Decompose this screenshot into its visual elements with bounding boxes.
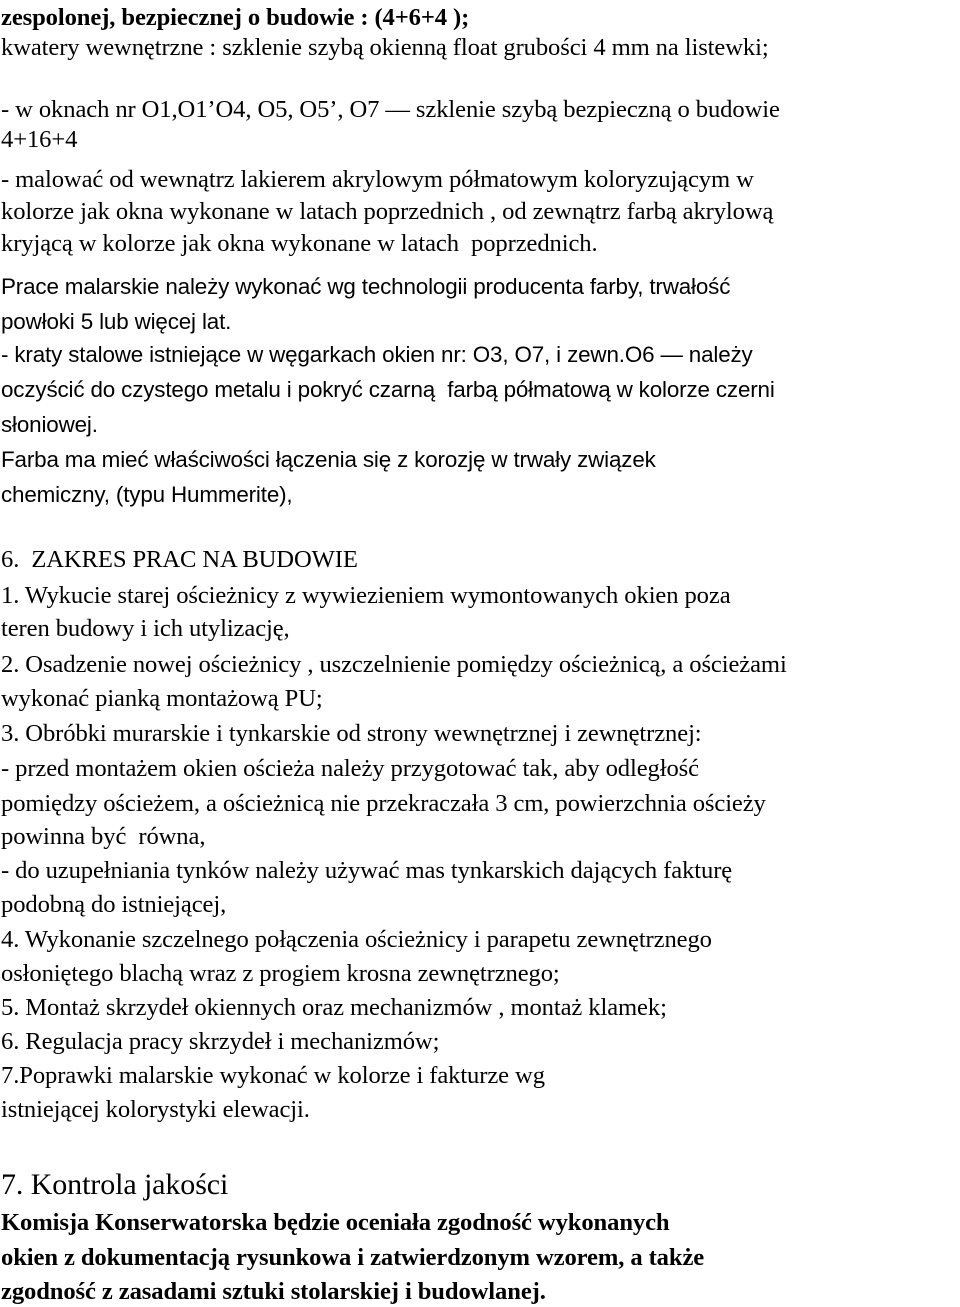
text-line: kwatery wewnętrzne : szklenie szybą okienną float grubości 4 mm na listewki; — [1, 34, 769, 61]
text-line: zespolonej, bezpiecznej o budowie : (4+6+4 ); — [1, 4, 470, 31]
text-line: powinna być równa, — [1, 823, 206, 850]
text-line: Komisja Konserwatorska będzie oceniała zgodność wykonanych — [1, 1209, 670, 1236]
text-line: Prace malarskie należy wykonać wg technologii producenta farby, trwałość — [1, 274, 731, 299]
text-line: zgodność z zasadami sztuki stolarskiej i budowlanej. — [1, 1278, 546, 1305]
text-line: chemiczny, (typu Hummerite), — [1, 482, 293, 507]
text-line: oczyścić do czystego metalu i pokryć czarną farbą półmatową w kolorze czerni — [1, 377, 775, 402]
text-line: podobną do istniejącej, — [1, 891, 227, 918]
text-line: - w oknach nr O1,O1’O4, O5, O5’, O7 — szklenie szybą bezpieczną o budowie — [1, 96, 780, 123]
text-line: 6. Regulacja pracy skrzydeł i mechanizmów; — [1, 1028, 440, 1055]
text-line: słoniowej. — [1, 412, 98, 437]
text-line: kryjącą w kolorze jak okna wykonane w latach poprzednich. — [1, 230, 598, 257]
text-line: 2. Osadzenie nowej ościeżnicy , uszczelnienie pomiędzy ościeżnicą, a ościeżami — [1, 651, 787, 678]
text-line: 7.Poprawki malarskie wykonać w kolorze i fakturze wg — [1, 1062, 545, 1089]
text-line: 5. Montaż skrzydeł okiennych oraz mechanizmów , montaż klamek; — [1, 994, 667, 1021]
text-line: okien z dokumentacją rysunkowa i zatwierdzonym wzorem, a także — [1, 1244, 705, 1271]
text-line: pomiędzy ościeżem, a ościeżnicą nie przekraczała 3 cm, powierzchnia ościeży — [1, 790, 766, 817]
text-line: 4+16+4 — [1, 126, 78, 153]
text-line: Farba ma mieć właściwości łączenia się z korozję w trwały związek — [1, 447, 656, 472]
text-line: 3. Obróbki murarskie i tynkarskie od strony wewnętrznej i zewnętrznej: — [1, 720, 702, 747]
section-heading: 6. ZAKRES PRAC NA BUDOWIE — [1, 546, 358, 573]
text-line: - malować od wewnątrz lakierem akrylowym półmatowym koloryzującym w — [1, 166, 754, 193]
text-line: wykonać pianką montażową PU; — [1, 685, 323, 712]
section-heading: 7. Kontrola jakości — [1, 1168, 229, 1201]
text-line: powłoki 5 lub więcej lat. — [1, 309, 232, 334]
text-line: osłoniętego blachą wraz z progiem krosna zewnętrznego; — [1, 960, 560, 987]
text-line: - przed montażem okien ościeża należy przygotować tak, aby odległość — [1, 755, 699, 782]
text-line: teren budowy i ich utylizację, — [1, 615, 290, 642]
text-line: 4. Wykonanie szczelnego połączenia ościeżnicy i parapetu zewnętrznego — [1, 926, 712, 953]
text-line: - kraty stalowe istniejące w węgarkach okien nr: O3, O7, i zewn.O6 — należy — [1, 342, 753, 367]
text-line: - do uzupełniania tynków należy używać mas tynkarskich dających fakturę — [1, 857, 733, 884]
text-line: istniejącej kolorystyki elewacji. — [1, 1096, 310, 1123]
text-line: 1. Wykucie starej ościeżnicy z wywiezieniem wymontowanych okien poza — [1, 582, 731, 609]
text-line: kolorze jak okna wykonane w latach poprzednich , od zewnątrz farbą akrylową — [1, 198, 774, 225]
